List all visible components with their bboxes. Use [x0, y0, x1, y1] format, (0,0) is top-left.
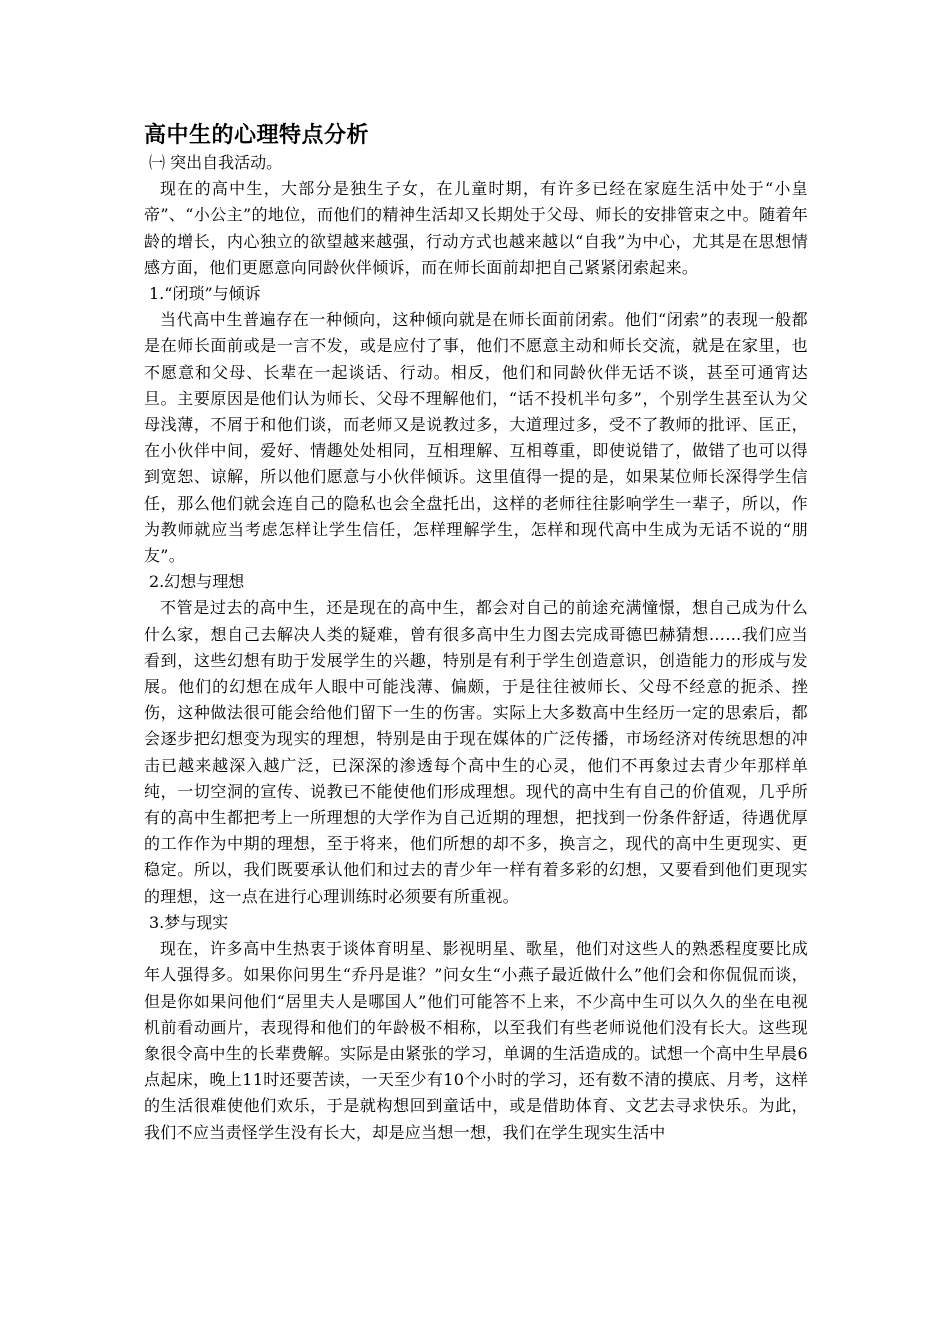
- section-paragraph: 现在的高中生，大部分是独生子女，在儿童时期，有许多已经在家庭生活中处于“小皇帝”、“小公主”的地位，而他们的精神生活却又长期处于父母、师长的安排管束之中。随着年龄的增长，内心独立的欲望越来越强，行动方式也越来越以“自我”为中心，尤其是在思想情感方面，他们更愿意向同龄伙伴倾诉，而在师长面前却把自己紧紧闭索起来。: [144, 179, 808, 277]
- subsection-paragraph-2: 不管是过去的高中生，还是现在的高中生，都会对自己的前途充满憧憬，想自己成为什么什么家，想自己去解决人类的疑难，曾有很多高中生力图去完成哥德巴赫猜想……我们应当看到，这些幻想有助于发展学生的兴趣，特别是有利于学生创造意识，创造能力的形成与发展。他们的幻想在成年人眼中可能浅薄、偏颇，于是往往被师长、父母不经意的扼杀、挫伤，这种做法很可能会给他们留下一生的伤害。实际上大多数高中生经历一定的思索后，都会逐步把幻想变为现实的理想，特别是由于现在媒体的广泛传播，市场经济对传统思想的冲击已越来越深入越广泛，已深深的渗透每个高中生的心灵，他们不再象过去青少年那样单纯，一切空洞的宣传、说教已不能使他们形成理想。现代的高中生有自己的价值观，几乎所有的高中生都把考上一所理想的大学作为自己近期的理想，把找到一份条件舒适，待遇优厚的工作作为中期的理想，至于将来，他们所想的却不多，换言之，现代的高中生更现实、更稳定。所以，我们既要承认他们和过去的青少年一样有着多彩的幻想，又要看到他们更现实的理想，这一点在进行心理训练时必须要有所重视。: [144, 598, 808, 906]
- subsection-heading-3: 3.梦与现实: [149, 912, 229, 932]
- subsection-heading-2: 2.幻想与理想: [149, 572, 245, 592]
- subsection-paragraph-1: 当代高中生普遍存在一种倾向，这种倾向就是在师长面前闭索。他们“闭索”的表现一般都是在师长面前或是一言不发，或是应付了事，他们不愿意主动和师长交流，就是在家里，也不愿意和父母、长辈在一起谈话、行动。相反，他们和同龄伙伴无话不谈，甚至可通宵达旦。主要原因是他们认为师长、父母不理解他们，“话不投机半句多”，个别学生甚至认为父母浅薄，不屑于和他们谈，而老师又是说教过多，大道理过多，受不了教师的批评、匡正，在小伙伴中间，爱好、情趣处处相同，互相理解、互相尊重，即使说错了，做错了也可以得到宽恕、谅解，所以他们愿意与小伙伴倾诉。这里值得一提的是，如果某位师长深得学生信任，那么他们就会连自己的隐私也会全盘托出，这样的老师往往影响学生一辈子，所以，作为教师就应当考虑怎样让学生信任，怎样理解学生，怎样和现代高中生成为无话不说的“朋友”。: [144, 310, 808, 566]
- section-heading: ㈠ 突出自我活动。: [149, 153, 283, 172]
- subsection-paragraph-3: 现在，许多高中生热衷于谈体育明星、影视明星、歌星，他们对这些人的熟悉程度要比成年人强得多。如果你问男生“乔丹是谁？”问女生“小燕子最近做什么”他们会和你侃侃而谈，但是你如果问他们“居里夫人是哪国人”他们可能答不上来，不少高中生可以久久的坐在电视机前看动画片，表现得和他们的年龄极不相称，以至我们有些老师说他们没有长大。这些现象很令高中生的长辈费解。实际是由紧张的学习，单调的生活造成的。试想一个高中生早晨6点起床，晚上11时还要苦读，一天至少有10个小时的学习，还有数不清的摸底、月考，这样的生活很难使他们欢乐，于是就构想回到童话中，或是借助体育、文艺去寻求快乐。为此，我们不应当责怪学生没有长大，却是应当想一想，我们在学生现实生活中: [144, 939, 808, 1142]
- subsection-heading-1: 1.“闭琐”与倾诉: [149, 284, 261, 304]
- document-title: 高中生的心理特点分析: [144, 122, 370, 148]
- document-page: [144, 120, 808, 1146]
